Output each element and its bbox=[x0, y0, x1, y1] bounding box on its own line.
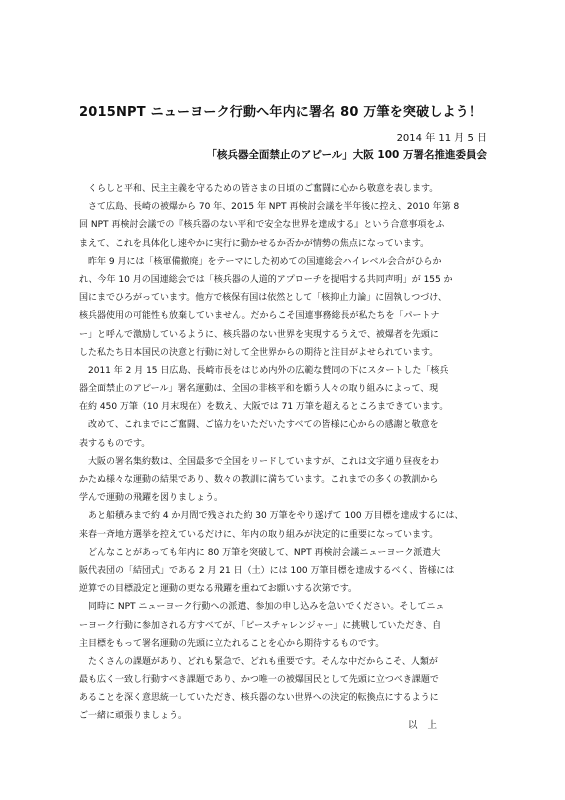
body-line: かたぬ様々な運動の結果であり、数々の教訓に満ちています。これまでの多くの教訓から bbox=[79, 475, 439, 485]
body-line: した私たち日本国民の決意と行動に対して全世界からの期待と注目がよせられています。 bbox=[79, 347, 439, 358]
body-paragraph bbox=[79, 416, 491, 452]
body-line: 回 NPT 再検討会議での『核兵器のない平和で安全な世界を達成する』という合意事項をふ bbox=[79, 220, 445, 231]
document-body bbox=[79, 180, 491, 726]
body-paragraph bbox=[79, 453, 491, 508]
body-line: 来春一斉地方選挙を控えているだけに、年内の取り組みが決定的に重要になっています。 bbox=[79, 529, 439, 540]
body-line: ご一緒に頑張りましょう。 bbox=[79, 711, 188, 722]
body-line: 器全面禁止のアピール」署名運動は、全国の非核平和を願う人々の取り組みによって、現 bbox=[79, 384, 439, 395]
body-line: 在約 450 万筆（10 月末現在）を数え、大阪では 71 万筆を超えるところまできています。 bbox=[79, 402, 449, 413]
body-paragraph bbox=[79, 362, 491, 417]
body-paragraph bbox=[79, 180, 491, 198]
body-paragraph bbox=[79, 598, 491, 653]
body-line: 表するものです。 bbox=[79, 438, 151, 449]
body-paragraph bbox=[79, 544, 491, 599]
body-line: 学んで運動の飛躍を図りましょう。 bbox=[79, 493, 224, 504]
body-line: どんなことがあっても年内に 80 万筆を突破して、NPT 再検討会議ニューヨーク派遣大 bbox=[79, 547, 441, 558]
body-line: まえて、これを具体化し速やかに実行に動かせるか否かが情勢の焦点になっています。 bbox=[79, 238, 430, 249]
body-line: 昨年 9 月には「核軍備撤廃」をテーマにした初めての国連総会ハイレベル会合がひらか bbox=[79, 256, 442, 267]
body-line: たくさんの課題があり、どれも緊急で、どれも重要です。そんな中だからこそ、人類が bbox=[79, 656, 438, 667]
body-line: あと船積みまで約 4 か月間で残された約 30 万筆をやり遂げて 100 万目標を達成するには、 bbox=[79, 511, 464, 522]
body-line: 同時に NPT ニューヨーク行動への派遣、参加の申し込みを急いでください。そしてニュ bbox=[79, 602, 445, 613]
body-line: 阪代表団の「結団式」である 2 月 21 日（土）には 100 万筆目標を達成するべく、皆様には bbox=[79, 565, 455, 576]
body-paragraph bbox=[79, 198, 491, 253]
document-date: 2014 年 11 月 5 日 bbox=[396, 133, 487, 144]
body-line: 2011 年 2 月 15 日広島、長崎市長をはじめ内外の広範な賛同の下にスタートした「核兵 bbox=[79, 365, 449, 376]
document-title: 2015NPT ニューヨーク行動へ年内に署名 80 万筆を突破しよう！ bbox=[79, 105, 483, 120]
body-line: さて広島、長崎の被爆から 70 年、2015 年 NPT 再検討会議を半年後に控え、2010 年第 8 bbox=[79, 202, 460, 213]
body-line: 国にまでひろがっています。他方で核保有国は依然として「核抑止力論」に固執しつづけ、 bbox=[79, 293, 447, 304]
document-organization: 「核兵器全面禁止のアピール」大阪 100 万署名推進委員会 bbox=[206, 149, 487, 161]
body-line: あることを深く意思統一していただき、核兵器のない世界への決定的転換点にするように bbox=[79, 693, 439, 704]
body-paragraph bbox=[79, 507, 491, 543]
body-line: 主目標をもって署名運動の先頭に立たれることを心から期待するものです。 bbox=[79, 638, 385, 649]
body-line: 逆算での目標設定と運動の更なる飛躍を重ねてお願いする次第です。 bbox=[79, 584, 358, 595]
body-line: ーヨーク行動に参加される方すべてが、「ピースチャレンジャー」に挑戦していただき、自 bbox=[79, 620, 442, 631]
body-line: 最も広く一致し行動すべき課題であり、かつ唯一の被爆国民として先頭に立つべき課題で bbox=[79, 675, 439, 686]
body-line: れ、今年 10 月の国連総会では「核兵器の人道的アプローチを提唱する共同声明」が 155 か bbox=[79, 274, 453, 285]
body-line: 改めて、これまでにご奮闘、ご協力をいただいたすべての皆様に心からの感謝と敬意を bbox=[79, 420, 439, 431]
body-line: 核兵器使用の可能性も放棄していません。だからこそ国連事務総長が私たちを「パートナ bbox=[79, 311, 440, 322]
body-paragraph bbox=[79, 653, 491, 726]
body-line: ー」と呼んで激励しているように、核兵器のない世界を実現するうえで、被爆者を先頭に bbox=[79, 329, 439, 340]
body-line: くらしと平和、民主主義を守るための皆さまの日頃のご奮闘に心から敬意を表します。 bbox=[79, 184, 439, 194]
body-line: 大阪の署名集約数は、全国最多で全国をリードしていますが、これは文字通り昼夜をわ bbox=[79, 456, 440, 467]
document-closing: 以上 bbox=[407, 720, 447, 731]
body-paragraph bbox=[79, 253, 491, 362]
